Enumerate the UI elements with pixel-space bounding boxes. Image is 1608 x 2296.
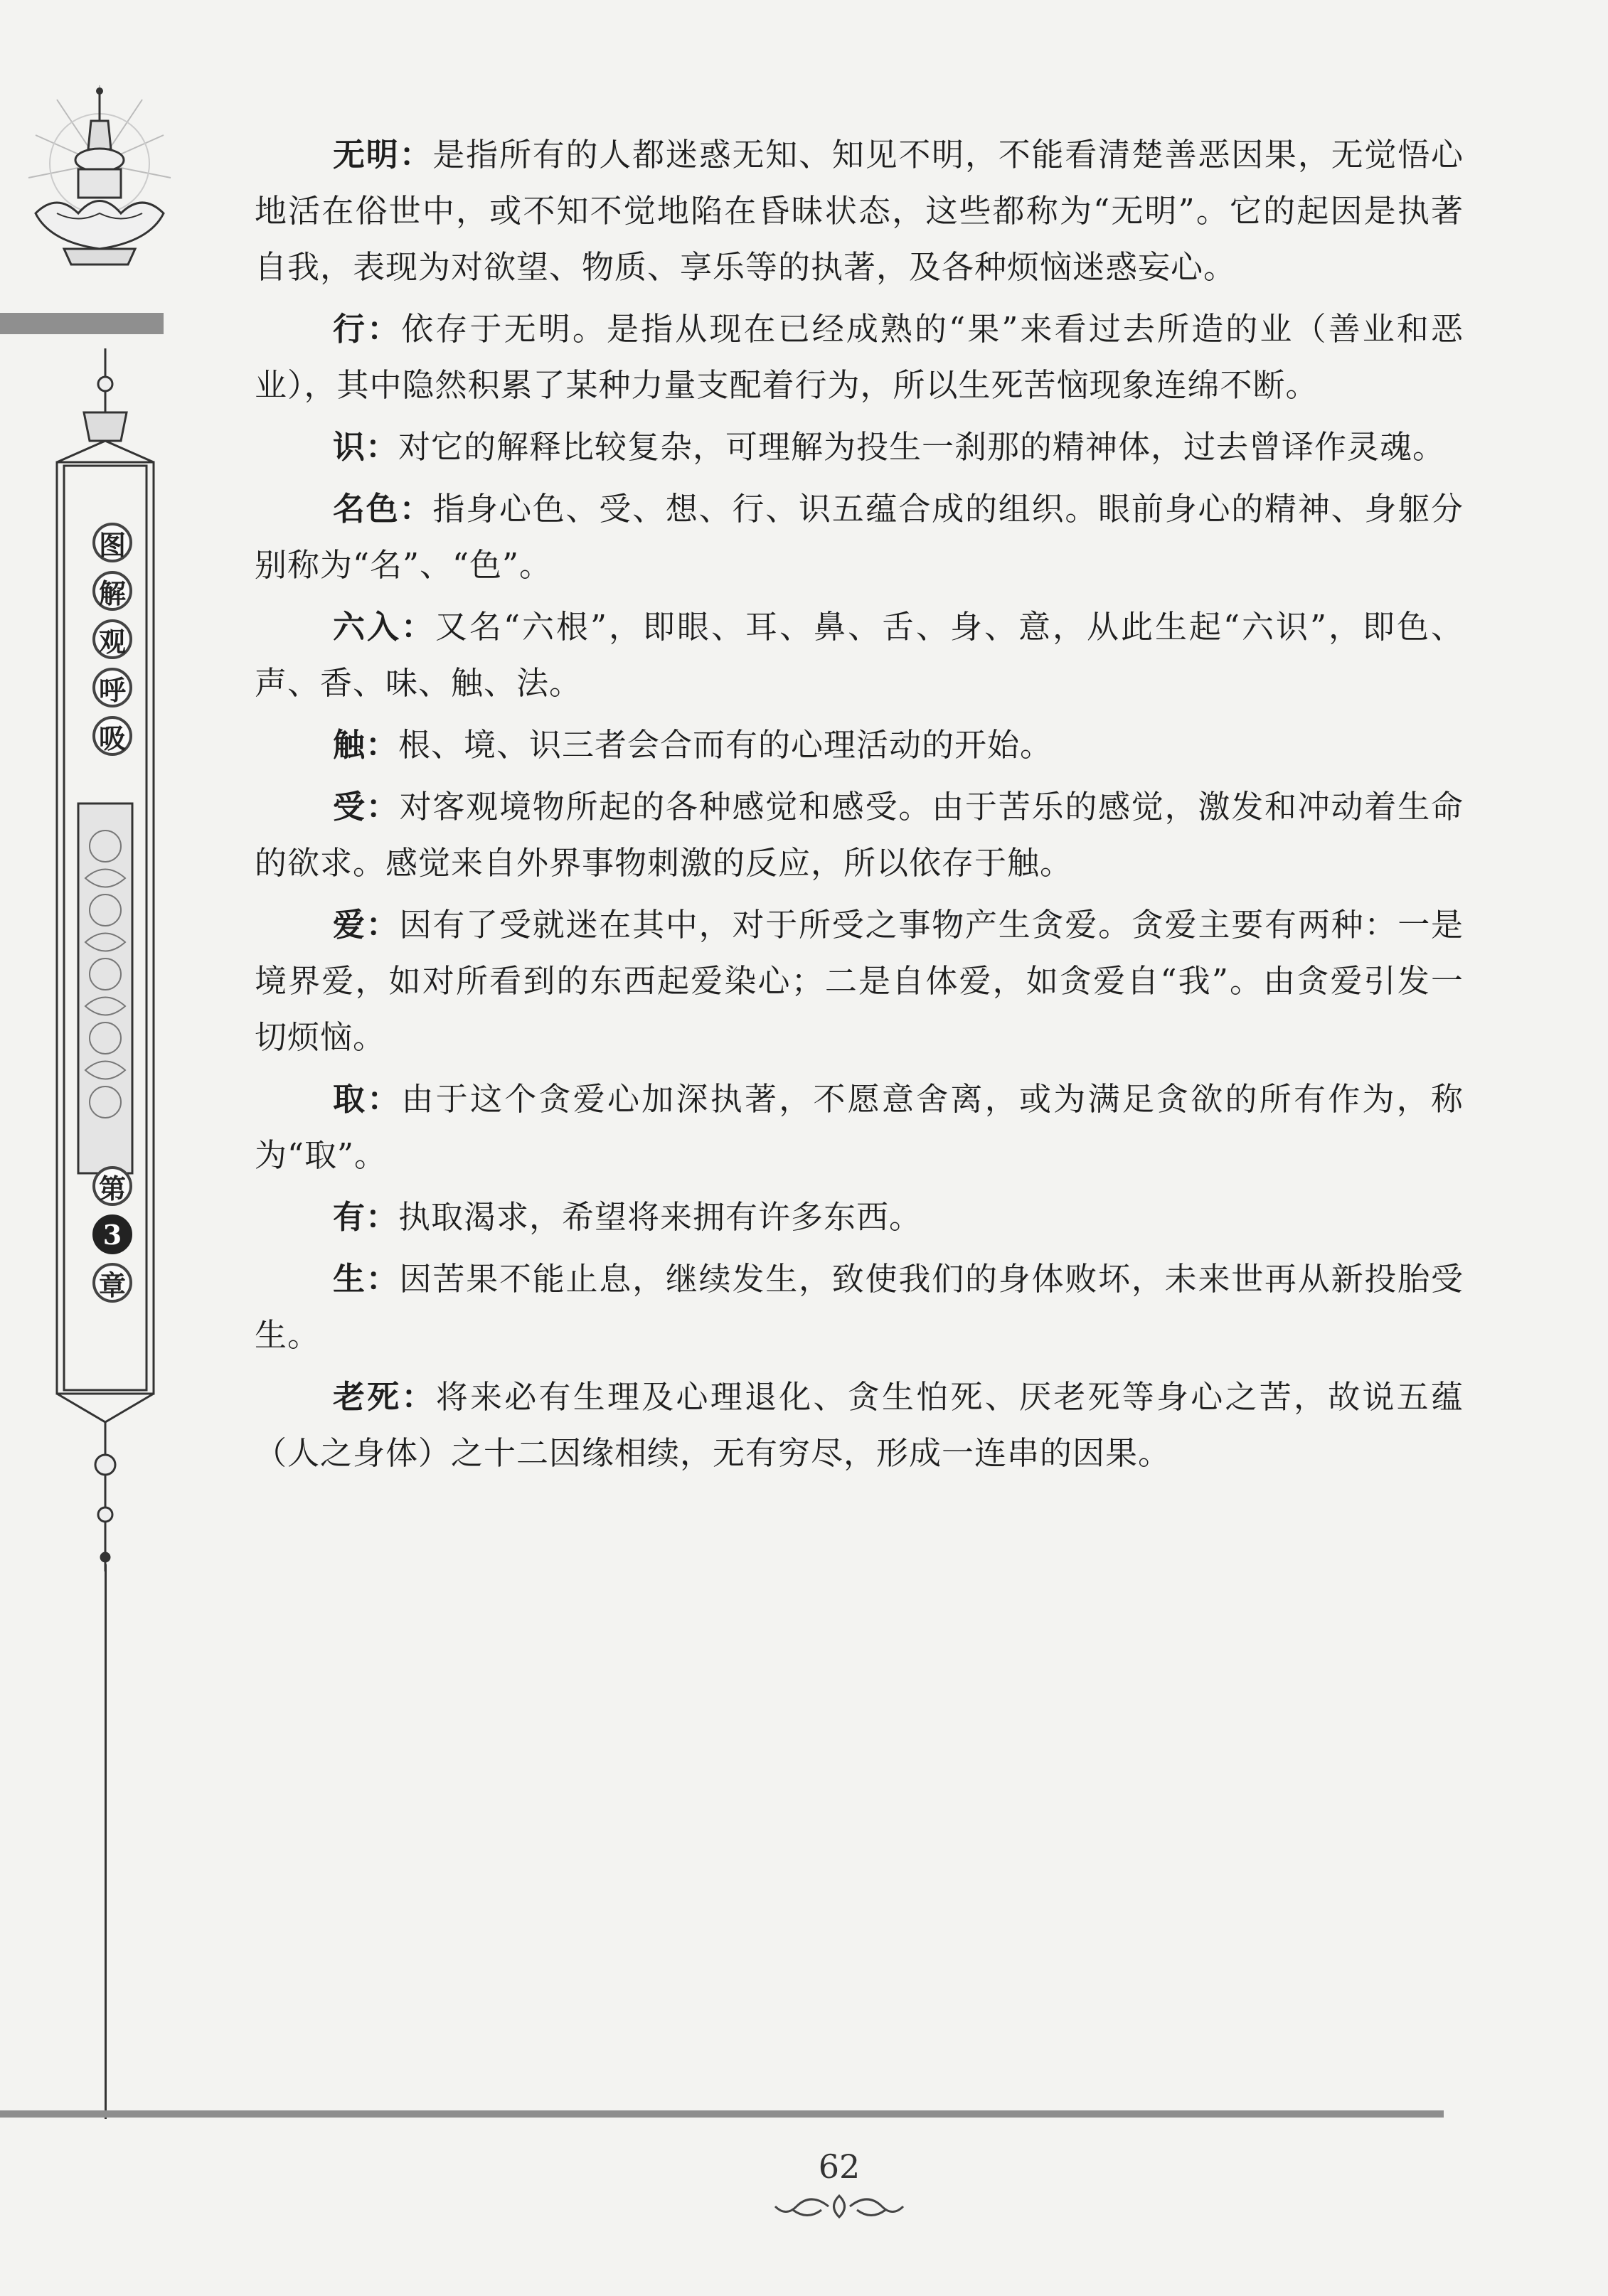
term-definition: 对客观境物所起的各种感觉和感受。由于苦乐的感觉，激发和冲动着生命的欲求。感觉来自外界事物刺激的反应，所以依存于触。	[255, 788, 1464, 882]
body-text	[255, 127, 1464, 1487]
paragraph	[255, 1189, 1464, 1245]
paragraph	[255, 599, 1464, 711]
term-definition: 因有了受就迷在其中，对于所受之事物产生贪爱。贪爱主要有两种：一是境界爱，如对所看到的东西起爱染心；二是自体爱，如贪爱自“我”。由贪爱引发一切烦恼。	[255, 906, 1464, 1056]
term-heading: 六入：	[333, 608, 435, 646]
paragraph	[255, 1071, 1464, 1183]
paragraph	[255, 717, 1464, 773]
term-definition: 因苦果不能止息，继续发生，致使我们的身体败坏，未来世再从新投胎受生。	[255, 1260, 1464, 1354]
term-definition: 是指所有的人都迷惑无知、知见不明，不能看清楚善恶因果，无觉悟心地活在俗世中，或不知不觉地陷在昏昧状态，这些都称为“无明”。它的起因是执著自我，表现为对欲望、物质、享乐等的执著，及各种烦恼迷惑妄心。	[255, 136, 1464, 286]
sidebar-spine-line	[105, 1564, 107, 2119]
chapter-char: 第	[92, 1166, 132, 1206]
term-definition: 执取渴求，希望将来拥有许多东西。	[398, 1198, 922, 1236]
term-heading: 识：	[333, 428, 399, 466]
page-number: 62	[818, 2147, 861, 2186]
term-definition: 又名“六根”，即眼、耳、鼻、舌、身、意，从此生起“六识”，即色、声、香、味、触、法。	[255, 608, 1464, 702]
chapter-number: 3	[92, 1214, 132, 1254]
paragraph	[255, 301, 1464, 413]
footer-ornament-icon	[772, 2189, 907, 2224]
paragraph	[255, 481, 1464, 593]
term-heading: 有：	[333, 1198, 399, 1236]
term-definition: 对它的解释比较复杂，可理解为投生一刹那的精神体，过去曾译作灵魂。	[398, 428, 1446, 466]
term-heading: 行：	[333, 310, 402, 348]
paragraph	[255, 419, 1464, 475]
footer-rule	[0, 2110, 1444, 2118]
book-title-vertical	[91, 523, 134, 764]
term-heading: 老死：	[333, 1378, 436, 1416]
title-char: 呼	[92, 668, 132, 708]
term-heading: 取：	[333, 1080, 402, 1118]
term-definition: 由于这个贪爱心加深执著，不愿意舍离，或为满足贪欲的所有作为，称为“取”。	[255, 1080, 1464, 1174]
term-definition: 依存于无明。是指从现在已经成熟的“果”来看过去所造的业（善业和恶业），其中隐然积累了某种力量支配着行为，所以生死苦恼现象连绵不断。	[255, 310, 1464, 404]
term-heading: 名色：	[333, 490, 433, 528]
term-definition: 根、境、识三者会合而有的心理活动的开始。	[398, 726, 1053, 764]
term-heading: 触：	[333, 726, 399, 764]
term-heading: 爱：	[333, 906, 400, 944]
stupa-lotus-emblem	[14, 71, 185, 299]
term-definition: 指身心色、受、想、行、识五蕴合成的组织。眼前身心的精神、身躯分别称为“名”、“色”。	[255, 490, 1464, 584]
header-gray-bar	[0, 313, 164, 334]
chapter-char: 章	[92, 1263, 132, 1303]
chapter-label-vertical	[91, 1166, 134, 1311]
title-char: 观	[92, 619, 132, 659]
paragraph	[255, 1251, 1464, 1363]
term-heading: 受：	[333, 788, 400, 826]
term-definition: 将来必有生理及心理退化、贪生怕死、厌老死等身心之苦，故说五蕴（人之身体）之十二因缘相续，无有穷尽，形成一连串的因果。	[255, 1378, 1464, 1472]
term-heading: 生：	[333, 1260, 400, 1298]
title-char: 吸	[92, 716, 132, 756]
paragraph	[255, 1369, 1464, 1481]
paragraph	[255, 897, 1464, 1065]
term-heading: 无明：	[333, 136, 433, 173]
paragraph	[255, 127, 1464, 295]
title-char: 解	[92, 571, 132, 611]
paragraph	[255, 779, 1464, 891]
title-char: 图	[92, 523, 132, 562]
